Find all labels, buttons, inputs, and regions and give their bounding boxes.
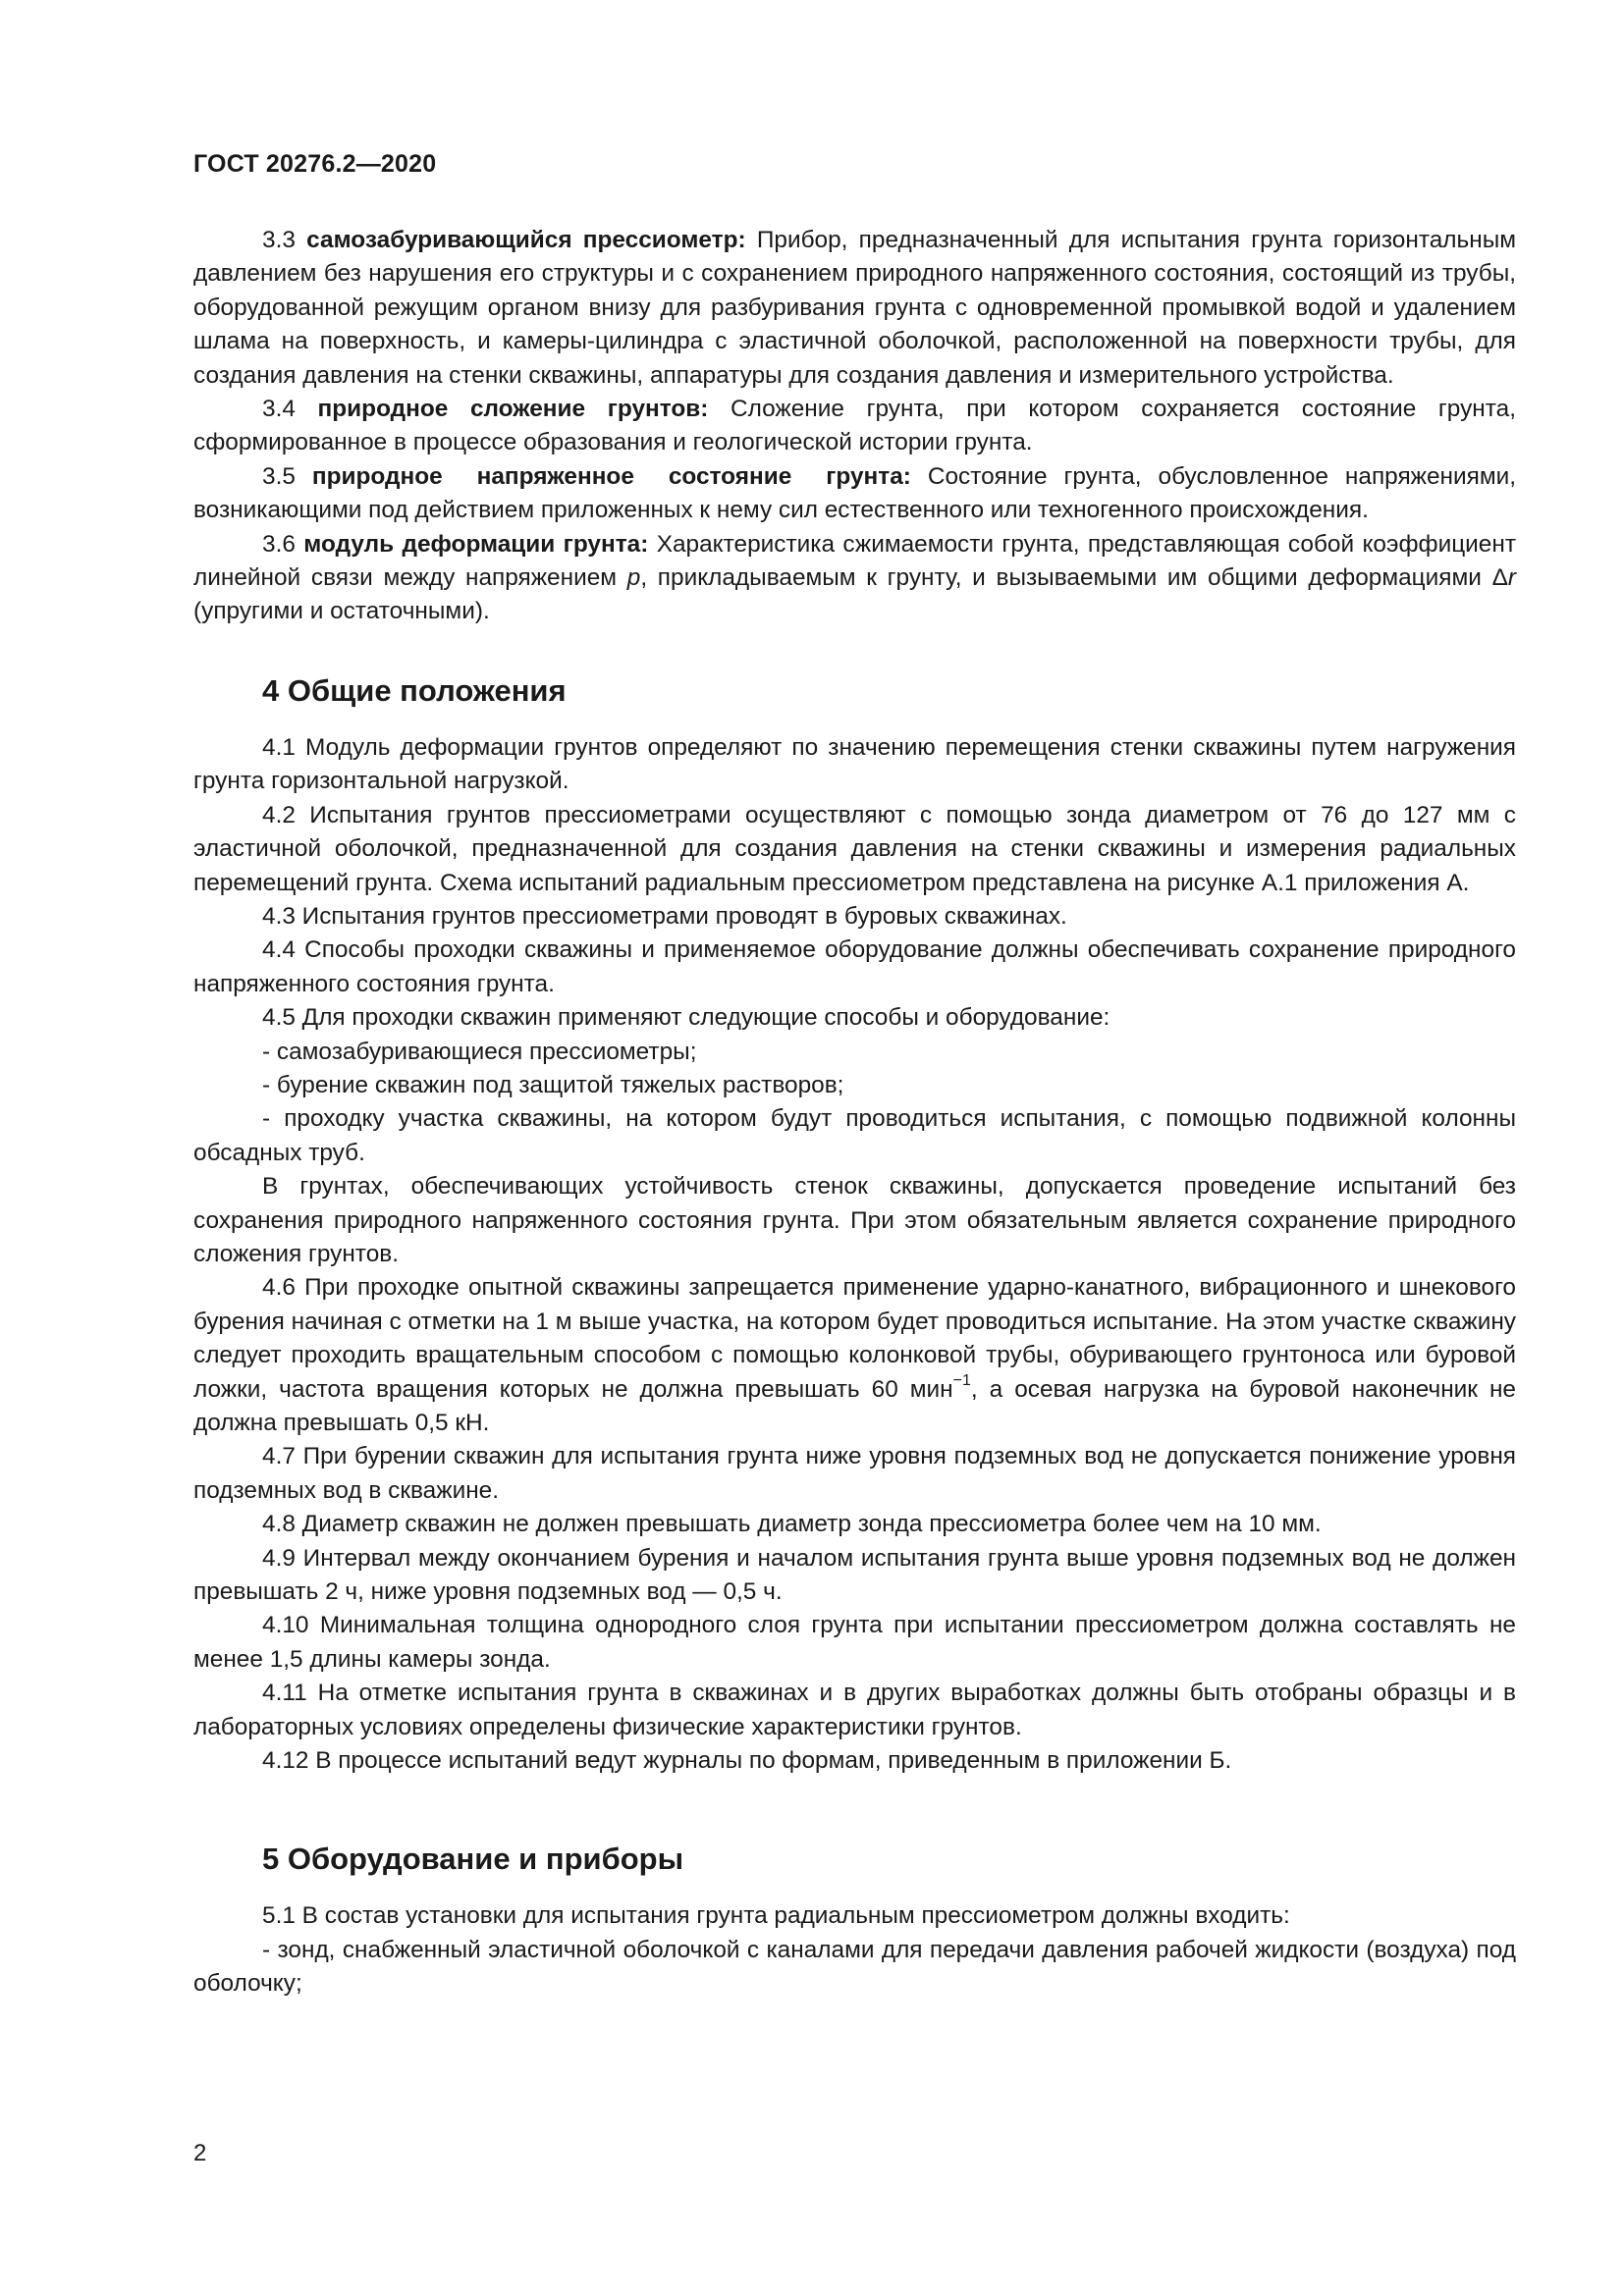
definition-text: Состояние грунта, обусловленное напряжениями, возникающими под действием приложенных к нему сил естественного или техногенного происхождения.: [193, 462, 1517, 524]
clause-4-12: 4.12 В процессе испытаний ведут журналы по формам, приведенным в приложении Б.: [262, 1747, 1232, 1775]
clause-number: 3.3: [262, 227, 296, 253]
term: модуль деформации грунта:: [303, 530, 649, 558]
term: природное напряженное состояние грунта:: [311, 462, 911, 490]
definition-3-5: [193, 460, 1516, 528]
clause-4-9: 4.9 Интервал между окончанием бурения и началом испытания грунта выше уровня подземных вод не должен превышать 2 ч, ниже уровня подземных вод — 0,5 ч.: [193, 1544, 1516, 1606]
clause-4-8: 4.8 Диаметр скважин не должен превышать диаметр зонда прессиометра более чем на 10 мм.: [262, 1511, 1322, 1538]
document-body: [193, 224, 1516, 2002]
superscript: −1: [952, 1372, 971, 1390]
clause-4-6: [193, 1271, 1516, 1440]
clause-4-10: 4.10 Минимальная толщина однородного слоя грунта при испытании прессиометром должна составлять не менее 1,5 длины камеры зонда.: [193, 1612, 1516, 1673]
page-number: 2: [193, 2140, 207, 2166]
clause-4-5-note: В грунтах, обеспечивающих устойчивость стенок скважины, допускается проведение испытаний без сохранения природного напряженного состояния грунта. При этом обязательным является сохранение природного сложения грунтов.: [193, 1173, 1516, 1267]
clause-4-11: 4.11 На отметке испытания грунта в скважинах и в других выработках должны быть отобраны образцы и в лабораторных условиях определены физические характеристики грунтов.: [193, 1680, 1516, 1740]
clause-number: 3.4: [262, 396, 296, 423]
list-item: - бурение скважин под защитой тяжелых растворов;: [262, 1071, 844, 1098]
clause-4-5: 4.5 Для проходки скважин применяют следующие способы и оборудование:: [262, 1004, 1110, 1032]
clause-4-2: 4.2 Испытания грунтов прессиометрами осуществляют с помощью зонда диаметром от 76 до 127 мм с эластичной оболочкой, предназначенной для создания давления на стенки скважины и измерения радиальных перемещений грунта. Схема испытаний радиальным прессиометром представлена на рисунке А.1 приложения А.: [193, 801, 1516, 896]
list-item: - самозабуривающиеся прессиометры;: [262, 1038, 697, 1065]
clause-4-1: 4.1 Модуль деформации грунтов определяют по значению перемещения стенки скважины путем нагружения грунта горизонтальной нагрузкой.: [193, 733, 1516, 795]
definition-3-6: [193, 528, 1516, 629]
definition-text-c: (упругими и остаточными).: [193, 598, 490, 625]
definition-3-3: [193, 224, 1516, 393]
clause-text: , а осевая нагрузка на буровой наконечник не должна превышать 0,5 кН.: [193, 1375, 1516, 1436]
definition-3-4: [193, 393, 1516, 460]
variable-r: r: [1507, 564, 1516, 592]
clause-text: 4.6 При проходке опытной скважины запрещается применение ударно-канатного, вибрационного и шнекового бурения начиная с отметки на 1 м выше участка, на котором будет проводиться испытание. На этом участке скважину следует проходить вращательным способом с помощью колонковой трубы, обуривающего грунтоноса или буровой ложки, частота вращения которых не должна превышать 60 мин: [193, 1274, 1516, 1403]
term: природное сложение грунтов:: [317, 396, 709, 423]
clause-4-4: 4.4 Способы проходки скважины и применяемое оборудование должны обеспечивать сохранение природного напряженного состояния грунта.: [193, 936, 1516, 997]
clause-number: 3.6: [262, 530, 296, 558]
variable-p: p: [626, 564, 641, 592]
definition-text-a: Характеристика сжимаемости грунта, представляющая собой коэффициент линейной связи между напряжением: [193, 530, 1517, 592]
section-4-heading: 4 Общие положения: [262, 672, 567, 708]
definition-text: Прибор, предназначенный для испытания грунта горизонтальным давлением без нарушения его структуры и с сохранением природного напряженного состояния, состоящий из трубы, оборудованной режущим органом внизу для разбуривания грунта с одновременной промывкой водой и удалением шлама на поверхность, и камеры-цилиндра с эластичной оболочкой, расположенной на поверхности трубы, для создания давления на стенки скважины, аппаратуры для создания давления и измерительного устройства.: [193, 227, 1516, 389]
list-item: - проходку участка скважины, на котором будут проводиться испытания, с помощью подвижной колонны обсадных труб.: [193, 1105, 1516, 1166]
clause-5-1: 5.1 В состав установки для испытания грунта радиальным прессиометром должны входить:: [262, 1902, 1290, 1930]
list-item: - зонд, снабженный эластичной оболочкой с каналами для передачи давления рабочей жидкости (воздуха) под оболочку;: [193, 1936, 1516, 1998]
clause-4-3: 4.3 Испытания грунтов прессиометрами проводят в буровых скважинах.: [262, 902, 1067, 930]
definition-text: Сложение грунта, при котором сохраняется состояние грунта, сформированное в процессе образования и геологической истории грунта.: [193, 396, 1516, 456]
term: самозабуривающийся прессиометр:: [306, 227, 746, 253]
definition-text-b: , прикладываемым к грунту, и вызываемыми им общими деформациями Δ: [640, 564, 1508, 592]
clause-number: 3.5: [262, 462, 296, 490]
clause-4-7: 4.7 При бурении скважин для испытания грунта ниже уровня подземных вод не допускается понижение уровня подземных вод в скважине.: [193, 1443, 1516, 1504]
document-header: ГОСТ 20276.2—2020: [193, 150, 437, 178]
section-5-heading: 5 Оборудование и приборы: [262, 1842, 684, 1877]
